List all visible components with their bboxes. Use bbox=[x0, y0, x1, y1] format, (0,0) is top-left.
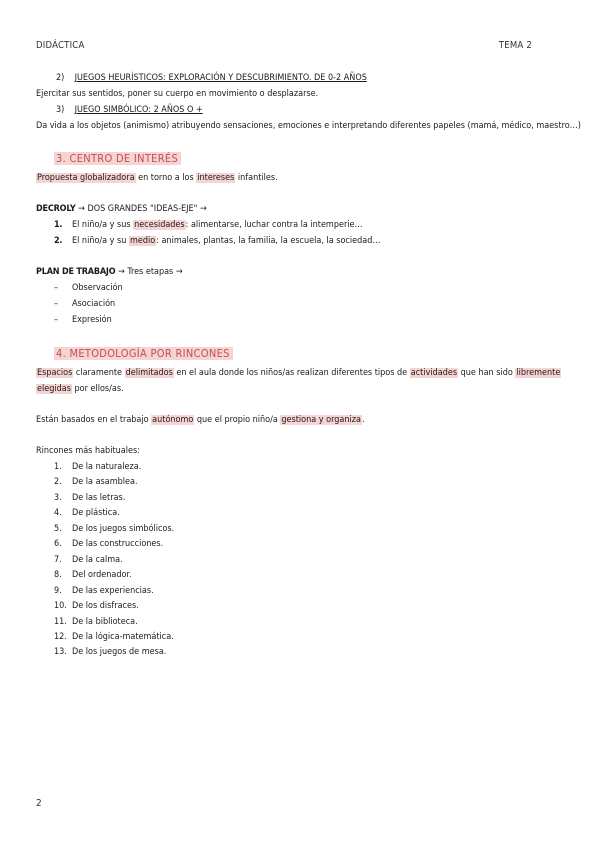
list-text: Asociación bbox=[72, 299, 116, 309]
list-text: De la lógica-matemática. bbox=[72, 631, 174, 642]
list-item bbox=[54, 601, 139, 612]
section-4-title: 4. METODOLOGÍA POR RINCONES bbox=[54, 347, 233, 360]
text-fragment: por ellos/as. bbox=[71, 384, 124, 394]
decroly-heading bbox=[36, 204, 207, 215]
list-item bbox=[54, 616, 138, 628]
list-item bbox=[54, 492, 126, 504]
list-item bbox=[54, 554, 123, 566]
text-fragment: que el propio niño/a bbox=[194, 415, 281, 425]
list-item bbox=[54, 477, 138, 488]
list-number: 13. bbox=[54, 647, 67, 658]
highlight-autonomo: autónomo bbox=[152, 415, 194, 425]
dash-bullet: – bbox=[54, 315, 59, 325]
highlight-intereses: intereses bbox=[197, 173, 235, 183]
highlight-necesidades: necesidades bbox=[134, 220, 185, 230]
text-fragment: : animales, plantas, la familia, la escuela, la sociedad… bbox=[156, 236, 381, 246]
list-text: De las construcciones. bbox=[72, 539, 164, 550]
decroly-label: DECROLY bbox=[36, 204, 76, 214]
text-fragment: en torno a los bbox=[135, 173, 197, 183]
rincones-list-title: Rincones más habituales: bbox=[36, 446, 140, 456]
list-number: 2. bbox=[54, 477, 62, 488]
list-number: 1. bbox=[54, 220, 63, 230]
page-number: 2 bbox=[36, 798, 42, 809]
list-text: De la asamblea. bbox=[72, 477, 138, 488]
list-text: Expresión bbox=[72, 315, 112, 325]
list-item bbox=[54, 315, 112, 326]
header-subject: DIDÁCTICA bbox=[36, 40, 85, 51]
highlight-propuesta: Propuesta globalizadora bbox=[37, 173, 135, 183]
list-item bbox=[54, 508, 120, 519]
list-number: 11. bbox=[54, 616, 67, 627]
item-3-heading bbox=[56, 105, 203, 116]
list-text: De las experiencias. bbox=[72, 585, 154, 596]
item-3-title: JUEGO SIMBÓLICO: 2 AÑOS O + bbox=[74, 105, 203, 115]
text-fragment: El niño/a y sus bbox=[72, 220, 134, 230]
section-4-paragraph-2 bbox=[36, 415, 365, 426]
list-number: 12. bbox=[54, 631, 67, 642]
highlight-espacios: Espacios bbox=[37, 368, 73, 378]
list-number: 9. bbox=[54, 585, 62, 596]
section-3-paragraph bbox=[36, 173, 278, 184]
item-3-number: 3) bbox=[56, 105, 65, 115]
list-number: 7. bbox=[54, 554, 62, 565]
list-number: 2. bbox=[54, 236, 63, 246]
list-item bbox=[54, 220, 363, 231]
item-2-title: JUEGOS HEURÍSTICOS: EXPLORACIÓN Y DESCUBRIMIENTO. DE 0-2 AÑOS bbox=[74, 73, 367, 83]
list-number: 10. bbox=[54, 601, 67, 612]
header-topic: TEMA 2 bbox=[498, 40, 532, 51]
text-fragment: claramente bbox=[73, 368, 125, 378]
text-fragment: . bbox=[361, 415, 365, 425]
list-text: De plástica. bbox=[72, 508, 120, 519]
list-text bbox=[72, 236, 380, 247]
list-text: De los juegos simbólicos. bbox=[72, 523, 175, 534]
list-item bbox=[54, 299, 116, 310]
list-text: De la naturaleza. bbox=[72, 462, 142, 472]
list-number: 3. bbox=[54, 492, 62, 503]
list-text: De los disfraces. bbox=[72, 601, 139, 612]
text-fragment: : alimentarse, luchar contra la intemperie… bbox=[185, 220, 363, 230]
list-text: Del ordenador. bbox=[72, 570, 132, 581]
item-3-text: Da vida a los objetos (animismo) atribuyendo sensaciones, emociones e interpretando diferentes papeles (mamá, médico, maestro…) bbox=[36, 121, 581, 131]
list-text: De la biblioteca. bbox=[72, 616, 138, 627]
plan-heading bbox=[36, 267, 183, 278]
list-item bbox=[54, 631, 174, 643]
list-text: Observación bbox=[72, 283, 123, 293]
list-number: 6. bbox=[54, 539, 62, 550]
section-4-paragraph-1-line-2 bbox=[36, 384, 124, 395]
list-item bbox=[54, 462, 142, 473]
list-text bbox=[72, 220, 363, 231]
highlight-gestiona: gestiona y organiza bbox=[281, 415, 361, 425]
item-2-number: 2) bbox=[56, 73, 65, 83]
highlight-medio: medio bbox=[129, 236, 156, 246]
highlight-elegidas: elegidas bbox=[37, 384, 71, 394]
list-item bbox=[54, 523, 175, 535]
text-fragment: Están basados en el trabajo bbox=[36, 415, 152, 425]
section-4-paragraph-1-line-1 bbox=[36, 368, 561, 379]
item-2-heading bbox=[56, 73, 367, 84]
decroly-rest: → DOS GRANDES "IDEAS-EJE" → bbox=[75, 204, 207, 214]
dash-bullet: – bbox=[54, 283, 59, 293]
list-item bbox=[54, 236, 381, 247]
list-item bbox=[54, 539, 164, 550]
list-item bbox=[54, 283, 123, 294]
list-item bbox=[54, 585, 154, 597]
text-fragment: en el aula donde los niños/as realizan diferentes tipos de bbox=[173, 368, 410, 378]
list-text: De los juegos de mesa. bbox=[72, 647, 167, 658]
dash-bullet: – bbox=[54, 299, 59, 309]
list-number: 1. bbox=[54, 462, 62, 472]
list-text: De las letras. bbox=[72, 492, 126, 503]
plan-label: PLAN DE TRABAJO bbox=[36, 267, 116, 277]
list-number: 4. bbox=[54, 508, 62, 519]
plan-rest: → Tres etapas → bbox=[115, 267, 183, 277]
highlight-delimitados: delimitados bbox=[125, 368, 173, 378]
highlight-libremente: libremente bbox=[516, 368, 561, 378]
list-text: De la calma. bbox=[72, 554, 123, 565]
text-fragment: que han sido bbox=[458, 368, 516, 378]
item-2-text: Ejercitar sus sentidos, poner su cuerpo en movimiento o desplazarse. bbox=[36, 89, 319, 99]
section-3-title: 3. CENTRO DE INTERÉS bbox=[54, 152, 181, 165]
list-number: 5. bbox=[54, 523, 62, 534]
list-item bbox=[54, 647, 167, 658]
text-fragment: El niño/a y su bbox=[72, 236, 129, 246]
highlight-actividades: actividades bbox=[410, 368, 458, 378]
list-item bbox=[54, 570, 132, 581]
list-number: 8. bbox=[54, 570, 62, 581]
text-fragment: infantiles. bbox=[235, 173, 278, 183]
